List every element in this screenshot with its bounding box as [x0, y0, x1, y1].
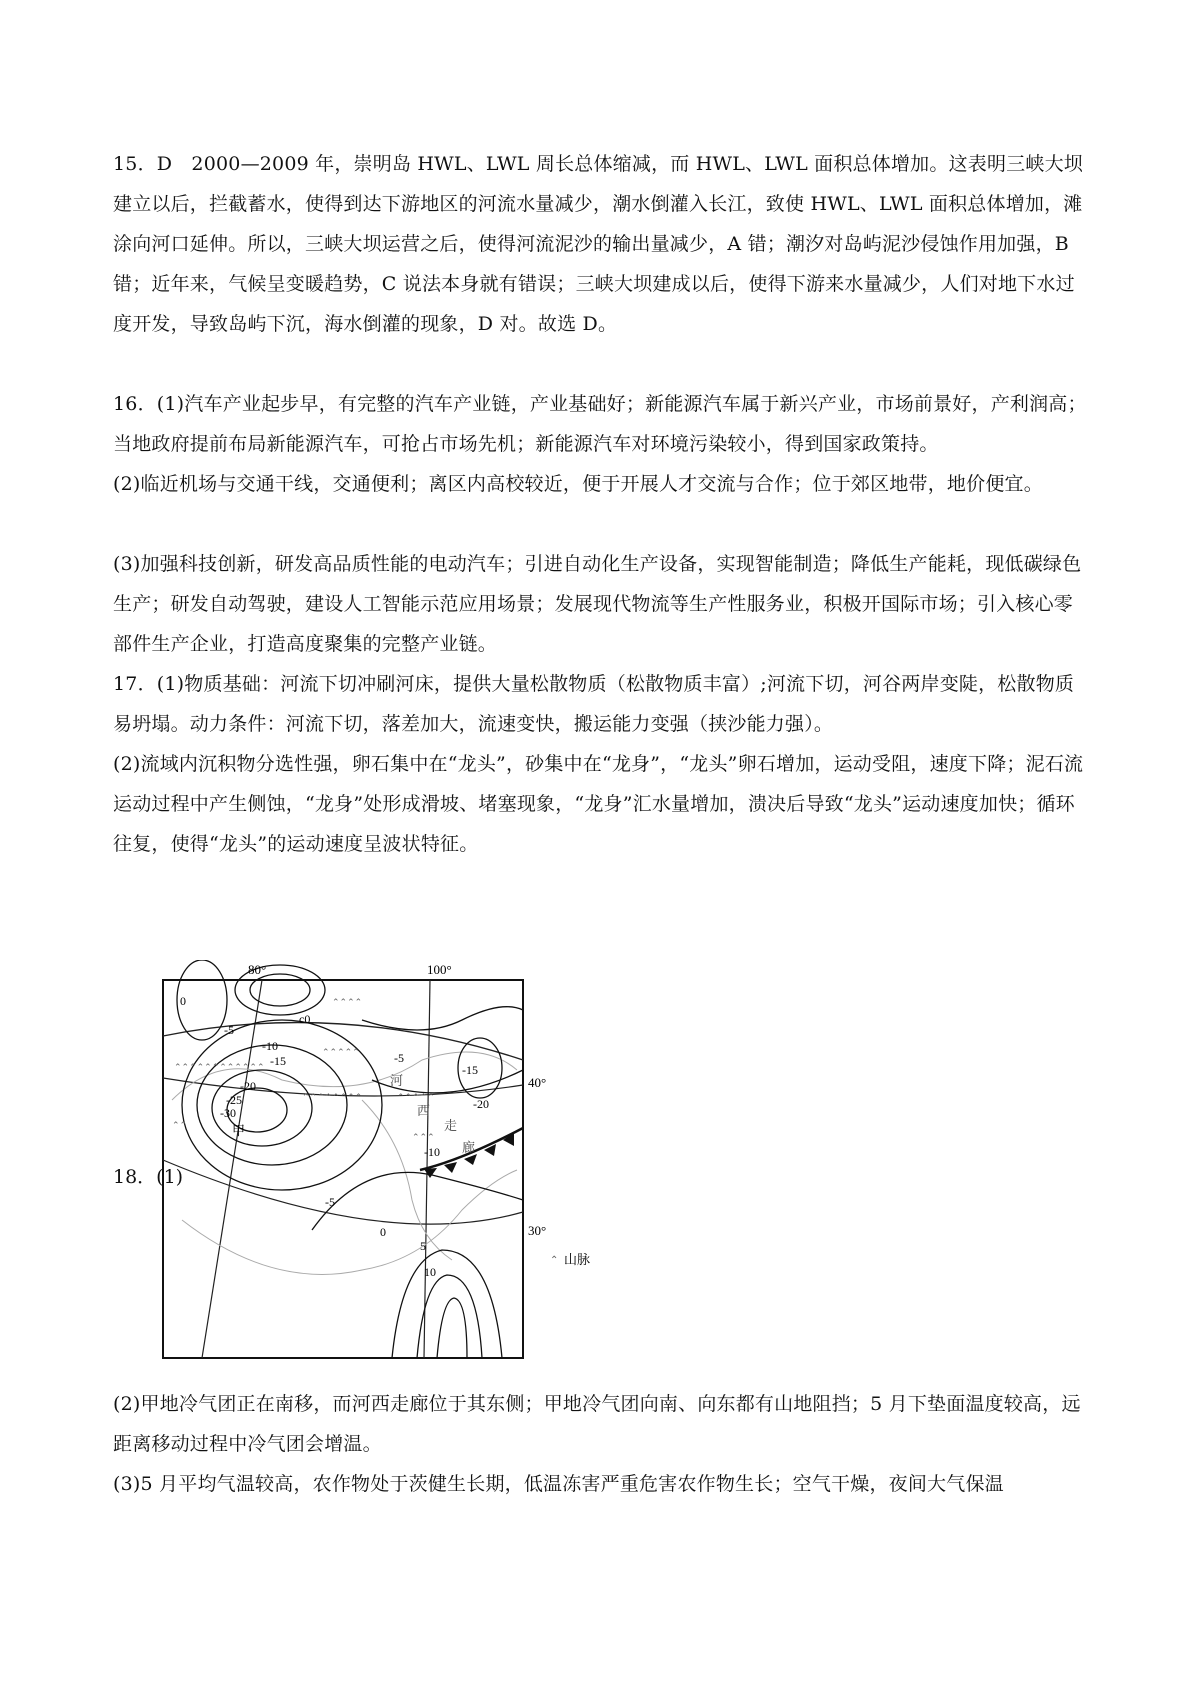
answer-q18-label: 18．(1) [113, 1166, 184, 1188]
isotherm [362, 1007, 523, 1030]
answer-q17-part1: 17．(1)物质基础：河流下切冲刷河床，提供大量松散物质（松散物质丰富）;河流下切，河谷两岸变陡，松散物质易坍塌。动力条件：河流下切，落差加大，流速变快，搬运能力变强（挟沙能力强）。 [113, 673, 1075, 735]
isotherm-label: -15 [462, 1063, 478, 1077]
place-label-jia: 甲 [232, 1123, 246, 1138]
isotherm [417, 1275, 482, 1358]
isotherm-label: -15 [270, 1054, 286, 1068]
answer-q17-part2: (2)流域内沉积物分选性强，卵石集中在“龙头”，砂集中在“龙身”，“龙头”卵石增加，运动受阻，速度下降；泥石流运动过程中产生侧蚀，“龙身”处形成滑坡、堵塞现象，“龙身”汇水量增加，溃决后导致“龙头”运动速度加快；循环往复，使得“龙头”的运动速度呈波状特征。 [113, 753, 1084, 855]
lon-label-100: 100° [427, 962, 452, 977]
isotherm-label: c0 [299, 1012, 311, 1026]
isotherm-label: -10 [262, 1039, 278, 1053]
isotherm-label: -25 [226, 1093, 242, 1107]
lat-label-40: 40° [528, 1075, 547, 1090]
isotherm-label: -5 [224, 1023, 234, 1037]
answer-q18-part2: (2)甲地冷气团正在南移，而河西走廊位于其东侧；甲地冷气团向南、向东都有山地阻挡；5 月下垫面温度较高，远距离移动过程中冷气团会增温。 [113, 1393, 1081, 1455]
isotherm-label: 0 [380, 1225, 386, 1239]
svg-text:⌃⌃⌃⌃⌃⌃⌃⌃⌃⌃⌃⌃: ⌃⌃⌃⌃⌃⌃⌃⌃⌃⌃⌃⌃ [174, 1062, 265, 1072]
svg-text:⌃⌃⌃⌃⌃: ⌃⌃⌃⌃⌃ [397, 1092, 435, 1102]
isotherm-label: 5 [420, 1239, 426, 1253]
svg-text:⌃⌃⌃⌃⌃: ⌃⌃⌃⌃⌃ [322, 1047, 360, 1057]
front-triangle [424, 1168, 437, 1178]
mountain-legend-icon: ⌃ [550, 1255, 559, 1266]
svg-text:⌃⌃⌃⌃: ⌃⌃⌃⌃ [332, 997, 363, 1007]
place-label-lang: 廊 [462, 1140, 476, 1155]
isotherm-label: 0 [180, 994, 186, 1008]
isotherm-label: -20 [240, 1079, 256, 1093]
lat-label-30: 30° [528, 1223, 547, 1238]
svg-text:⌃⌃⌃⌃⌃⌃⌃⌃: ⌃⌃⌃⌃⌃⌃⌃⌃ [302, 1092, 363, 1102]
answer-q16-part3: (3)加强科技创新，研发高品质性能的电动汽车；引进自动化生产设备，实现智能制造；降低生产能耗，现低碳绿色生产；研发自动驾驶，建设人工智能示范应用场景；发展现代物流等生产性服务业，积极开国际市场；引入核心零部件生产企业，打造高度聚集的完整产业链。 [113, 553, 1082, 655]
place-label-xi: 西 [417, 1103, 431, 1118]
isotherm-label: -5 [325, 1195, 335, 1209]
mountain-legend-label: 山脉 [564, 1252, 591, 1267]
place-label-he: 河 [390, 1073, 404, 1088]
svg-text:⌃⌃⌃: ⌃⌃⌃ [412, 1132, 435, 1142]
answer-q16-part1: 16．(1)汽车产业起步早，有完整的汽车产业链，产业基础好；新能源汽车属于新兴产业，市场前景好，产利润高；当地政府提前布局新能源汽车，可抢占市场先机；新能源汽车对环境污染较小，得到国家政策持。 [113, 393, 1087, 455]
isotherm [250, 974, 310, 1006]
isotherm-map [162, 960, 632, 1370]
answer-q18-part3: (3)5 月平均气温较高，农作物处于茨健生长期，低温冻害严重危害农作物生长；空气干燥，夜间大气保温 [113, 1473, 1004, 1495]
answer-q15: 15．D 2000—2009 年，崇明岛 HWL、LWL 周长总体缩减，而 HWL、LWL 面积总体增加。这表明三峡大坝建立以后，拦截蓄水，使得到达下游地区的河流水量减少，潮水倒灌入长江，致使 HWL、LWL 面积总体增加，滩涂向河口延伸。所以，三峡大坝运营之后，使得河流泥沙的输出量减少，A 错；潮汐对岛屿泥沙侵蚀作用加强，B 错；近年来，气候呈变暖趋势，C 说法本身就有错误；三峡大坝建成以后，使得下游来水量减少，人们对地下水过度开发，导致岛屿下沉，海水倒灌的现象，D 对。故选 D。 [113, 153, 1083, 335]
isotherm-label: 10 [424, 1265, 436, 1279]
border-line [362, 1100, 452, 1260]
isotherm-label: -10 [424, 1145, 440, 1159]
place-label-zou: 走 [444, 1118, 458, 1133]
answer-q16-part2: (2)临近机场与交通干线，交通便利；离区内高校较近，便于开展人才交流与合作；位于郊区地带，地价便宜。 [113, 473, 1043, 495]
isotherm [312, 1172, 523, 1230]
isotherm [437, 1298, 467, 1358]
svg-text:⌃⌃: ⌃⌃ [172, 1120, 188, 1130]
isotherm-map-svg [162, 960, 632, 1370]
isotherm-label: -5 [394, 1051, 404, 1065]
isotherm-label: -30 [220, 1106, 236, 1120]
isotherm-label: -20 [473, 1097, 489, 1111]
lon-label-80: 80° [248, 962, 267, 977]
